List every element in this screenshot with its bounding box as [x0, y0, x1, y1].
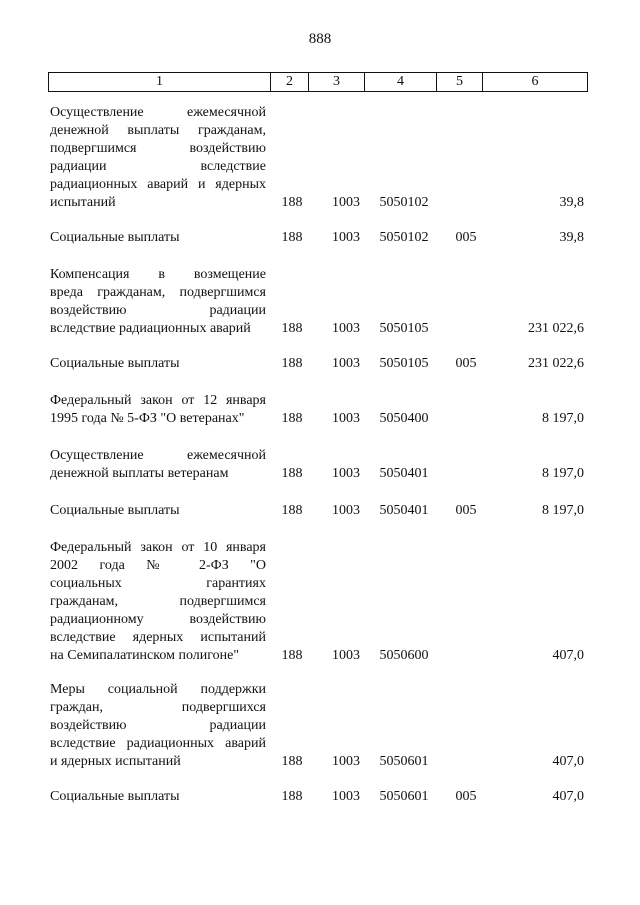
header-col-2: 2 [271, 73, 309, 91]
row-col-4: 5050401 [379, 466, 429, 481]
description-line: 2002 года № 2-ФЗ "О [50, 558, 266, 573]
row-col-6: 231 022,6 [528, 321, 584, 336]
row-col-5: 005 [455, 356, 477, 371]
description-line: Социальные выплаты [50, 789, 180, 804]
description-line: подвергшимся воздействию [50, 141, 266, 156]
row-description [50, 502, 266, 520]
row-col-6: 407,0 [552, 789, 584, 804]
description-line: Осуществление ежемесячной [50, 448, 266, 463]
row-col-6: 8 197,0 [542, 466, 584, 481]
row-col-2: 188 [281, 466, 303, 481]
header-col-5: 5 [437, 73, 483, 91]
row-col-5: 005 [455, 789, 477, 804]
row-col-6: 231 022,6 [528, 356, 584, 371]
row-col-2: 188 [281, 789, 303, 804]
table-row [0, 502, 640, 520]
row-description [50, 539, 266, 665]
description-line: воздействию радиации [50, 718, 266, 733]
row-col-4: 5050105 [379, 356, 429, 371]
row-description [50, 229, 266, 247]
description-line: Компенсация в возмещение [50, 267, 266, 282]
row-col-3: 1003 [332, 230, 360, 245]
description-line: радиационных аварий и ядерных [50, 177, 266, 192]
description-line: Социальные выплаты [50, 503, 180, 518]
description-line: воздействию радиации [50, 303, 266, 318]
row-col-3: 1003 [332, 503, 360, 518]
header-col-1: 1 [49, 73, 271, 91]
description-line: Осуществление ежемесячной [50, 105, 266, 120]
row-col-2: 188 [281, 321, 303, 336]
row-description [50, 392, 266, 428]
row-col-2: 188 [281, 230, 303, 245]
row-col-3: 1003 [332, 411, 360, 426]
row-col-4: 5050102 [379, 230, 429, 245]
row-description [50, 266, 266, 338]
row-col-3: 1003 [332, 321, 360, 336]
table-row [0, 229, 640, 247]
row-description [50, 788, 266, 806]
description-line: Меры социальной поддержки [50, 682, 266, 697]
description-line: вследствие радиационных аварий [50, 321, 251, 336]
description-line: и ядерных испытаний [50, 754, 181, 769]
row-col-4: 5050600 [379, 648, 429, 663]
description-line: Федеральный закон от 10 января [50, 540, 266, 555]
row-col-2: 188 [281, 754, 303, 769]
table-header [48, 72, 588, 92]
row-col-2: 188 [281, 356, 303, 371]
description-line: граждан, подвергшихся [50, 700, 266, 715]
row-col-5: 005 [455, 503, 477, 518]
description-line: социальных гарантиях [50, 576, 266, 591]
row-col-2: 188 [281, 503, 303, 518]
row-col-2: 188 [281, 411, 303, 426]
row-description [50, 104, 266, 212]
row-col-6: 407,0 [552, 754, 584, 769]
table-row [0, 104, 640, 212]
row-description [50, 355, 266, 373]
table-row [0, 266, 640, 338]
table-row [0, 392, 640, 428]
table-row [0, 355, 640, 373]
description-line: на Семипалатинском полигоне" [50, 648, 240, 663]
description-line: денежной выплаты ветеранам [50, 466, 229, 481]
row-col-3: 1003 [332, 195, 360, 210]
page-number: 888 [308, 31, 332, 47]
table-row [0, 681, 640, 771]
row-col-3: 1003 [332, 648, 360, 663]
row-col-2: 188 [281, 648, 303, 663]
table-row [0, 447, 640, 483]
description-line: гражданам, подвергшимся [50, 594, 266, 609]
table-row [0, 788, 640, 806]
row-col-3: 1003 [332, 466, 360, 481]
description-line: Федеральный закон от 12 января [50, 393, 266, 408]
description-line: Социальные выплаты [50, 230, 180, 245]
description-line: вследствие ядерных испытаний [50, 630, 266, 645]
row-col-6: 39,8 [559, 195, 584, 210]
row-col-4: 5050105 [379, 321, 429, 336]
description-line: радиации вследствие [50, 159, 266, 174]
row-col-3: 1003 [332, 789, 360, 804]
row-col-6: 8 197,0 [542, 503, 584, 518]
description-line: радиационному воздействию [50, 612, 266, 627]
row-col-4: 5050601 [379, 789, 429, 804]
description-line: вреда гражданам, подвергшимся [50, 285, 266, 300]
row-col-3: 1003 [332, 356, 360, 371]
header-col-3: 3 [309, 73, 365, 91]
description-line: вследствие радиационных аварий [50, 736, 266, 751]
description-line: денежной выплаты гражданам, [50, 123, 266, 138]
row-col-4: 5050601 [379, 754, 429, 769]
row-description [50, 447, 266, 483]
row-col-4: 5050400 [379, 411, 429, 426]
header-col-6: 6 [531, 74, 539, 89]
row-col-6: 8 197,0 [542, 411, 584, 426]
row-col-4: 5050102 [379, 195, 429, 210]
row-col-2: 188 [281, 195, 303, 210]
description-line: испытаний [50, 195, 116, 210]
row-col-6: 39,8 [559, 230, 584, 245]
row-col-4: 5050401 [379, 503, 429, 518]
description-line: 1995 года № 5-ФЗ "О ветеранах" [50, 411, 245, 426]
row-col-3: 1003 [332, 754, 360, 769]
header-col-4: 4 [365, 73, 437, 91]
row-col-5: 005 [455, 230, 477, 245]
row-col-6: 407,0 [552, 648, 584, 663]
description-line: Социальные выплаты [50, 356, 180, 371]
table-row [0, 539, 640, 665]
row-description [50, 681, 266, 771]
